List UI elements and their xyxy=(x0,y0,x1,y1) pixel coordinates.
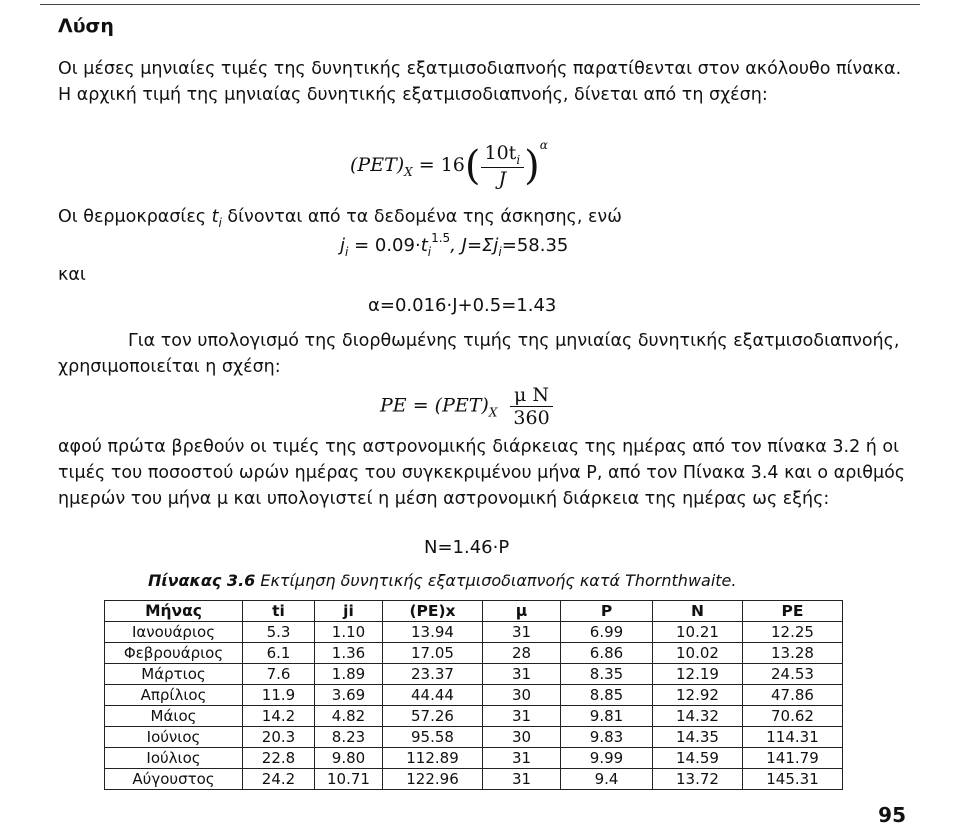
header-p: P xyxy=(561,601,653,622)
formula-alpha: α=0.016·J+0.5=1.43 xyxy=(368,295,557,316)
cell: 24.2 xyxy=(243,769,315,790)
cell: 4.82 xyxy=(315,706,383,727)
astronomical-paragraph: αφού πρώτα βρεθούν οι τιμές της αστρονομικής διάρκειας της ημέρας από τον πίνακα 3.2 ή οι τιμές του ποσοστού ωρών ημέρας του συγκεκριμένου μήνα P, από τον Πίνακα 3.4 και ο αριθμός ημερών του μήνα μ και υπολογιστεί η μέση αστρονομική διάρκεια της ημέρας ως εξής: xyxy=(58,437,906,509)
page-number: 95 xyxy=(878,803,906,827)
cell-month: Απρίλιος xyxy=(105,685,243,706)
cell: 10.21 xyxy=(653,622,743,643)
cell: 31 xyxy=(483,664,561,685)
cell: 6.1 xyxy=(243,643,315,664)
correction-paragraph: Για τον υπολογισμό της διορθωμένης τιμής της μηνιαίας δυνητικής εξατμισοδιαπνοής, χρησιμοποιείται η σχέση: xyxy=(58,331,900,377)
table-row xyxy=(105,769,843,790)
cell: 114.31 xyxy=(743,727,843,748)
intro-paragraph: Οι μέσες μηνιαίες τιμές της δυνητικής εξατμισοδιαπνοής παρατίθενται στον ακόλουθο πίνακα. Η αρχική τιμή της μηνιαίας δυνητικής εξατμισοδιαπνοής, δίνεται από τη σχέση: xyxy=(58,59,902,105)
cell: 70.62 xyxy=(743,706,843,727)
cell: 95.58 xyxy=(383,727,483,748)
cell: 23.37 xyxy=(383,664,483,685)
cell: 1.89 xyxy=(315,664,383,685)
cell-month: Μάρτιος xyxy=(105,664,243,685)
formula-heat-index: $j_i = 0.09\cdot t_i^{1.5}$, $J=\Sigma j_i=58.35$ xyxy=(340,231,569,259)
formula-pet: $(PET)_X = 16$( $\frac{10t_i}{J}$ )$^\alpha$ xyxy=(350,138,548,190)
cell: 13.94 xyxy=(383,622,483,643)
cell: 10.71 xyxy=(315,769,383,790)
cell: 47.86 xyxy=(743,685,843,706)
top-rule xyxy=(40,4,920,5)
cell: 6.86 xyxy=(561,643,653,664)
cell: 9.99 xyxy=(561,748,653,769)
cell: 24.53 xyxy=(743,664,843,685)
cell: 13.28 xyxy=(743,643,843,664)
cell: 112.89 xyxy=(383,748,483,769)
cell: 12.19 xyxy=(653,664,743,685)
cell: 145.31 xyxy=(743,769,843,790)
cell: 11.9 xyxy=(243,685,315,706)
header-pex: (PE)x xyxy=(383,601,483,622)
cell: 12.25 xyxy=(743,622,843,643)
header-pe: PE xyxy=(743,601,843,622)
table-row xyxy=(105,748,843,769)
section-heading: Λύση xyxy=(58,15,114,37)
cell: 57.26 xyxy=(383,706,483,727)
temperatures-paragraph: Οι θερμοκρασίες $t_i$ δίνονται από τα δεδομένα της άσκησης, ενώ xyxy=(58,207,622,230)
cell: 14.32 xyxy=(653,706,743,727)
cell: 14.59 xyxy=(653,748,743,769)
table-row xyxy=(105,622,843,643)
thornthwaite-table xyxy=(104,600,843,790)
cell: 10.02 xyxy=(653,643,743,664)
cell: 8.35 xyxy=(561,664,653,685)
cell-month: Μάιος xyxy=(105,706,243,727)
cell: 141.79 xyxy=(743,748,843,769)
cell: 30 xyxy=(483,685,561,706)
cell: 9.81 xyxy=(561,706,653,727)
cell: 5.3 xyxy=(243,622,315,643)
cell-month: Ιανουάριος xyxy=(105,622,243,643)
cell: 6.99 xyxy=(561,622,653,643)
cell: 12.92 xyxy=(653,685,743,706)
cell: 28 xyxy=(483,643,561,664)
cell: 20.3 xyxy=(243,727,315,748)
cell: 3.69 xyxy=(315,685,383,706)
table-caption: Πίνακας 3.6 Εκτίμηση δυνητικής εξατμισοδιαπνοής κατά Thornthwaite. xyxy=(148,571,737,590)
formula-pe: PE = $(PET)_X$ $\frac{\text{μ N}}{360}$ xyxy=(380,384,554,429)
cell-month: Ιούνιος xyxy=(105,727,243,748)
cell: 31 xyxy=(483,748,561,769)
cell: 17.05 xyxy=(383,643,483,664)
header-ji: ji xyxy=(315,601,383,622)
cell: 22.8 xyxy=(243,748,315,769)
cell: 14.35 xyxy=(653,727,743,748)
cell: 30 xyxy=(483,727,561,748)
header-n: N xyxy=(653,601,743,622)
cell-month: Ιούλιος xyxy=(105,748,243,769)
cell: 31 xyxy=(483,706,561,727)
cell: 13.72 xyxy=(653,769,743,790)
and-label: και xyxy=(58,265,86,285)
cell: 1.10 xyxy=(315,622,383,643)
cell: 9.80 xyxy=(315,748,383,769)
cell: 9.4 xyxy=(561,769,653,790)
cell: 7.6 xyxy=(243,664,315,685)
cell: 44.44 xyxy=(383,685,483,706)
table-header-row xyxy=(105,601,843,622)
header-month: Μήνας xyxy=(105,601,243,622)
formula-n: N=1.46·P xyxy=(424,537,510,558)
table-row xyxy=(105,664,843,685)
cell-month: Αύγουστος xyxy=(105,769,243,790)
cell: 1.36 xyxy=(315,643,383,664)
cell: 122.96 xyxy=(383,769,483,790)
cell: 8.85 xyxy=(561,685,653,706)
header-mu: μ xyxy=(483,601,561,622)
cell-month: Φεβρουάριος xyxy=(105,643,243,664)
table-row xyxy=(105,706,843,727)
table-row xyxy=(105,685,843,706)
header-ti: ti xyxy=(243,601,315,622)
cell: 31 xyxy=(483,622,561,643)
cell: 9.83 xyxy=(561,727,653,748)
table-row xyxy=(105,643,843,664)
cell: 8.23 xyxy=(315,727,383,748)
cell: 31 xyxy=(483,769,561,790)
cell: 14.2 xyxy=(243,706,315,727)
table-row xyxy=(105,727,843,748)
